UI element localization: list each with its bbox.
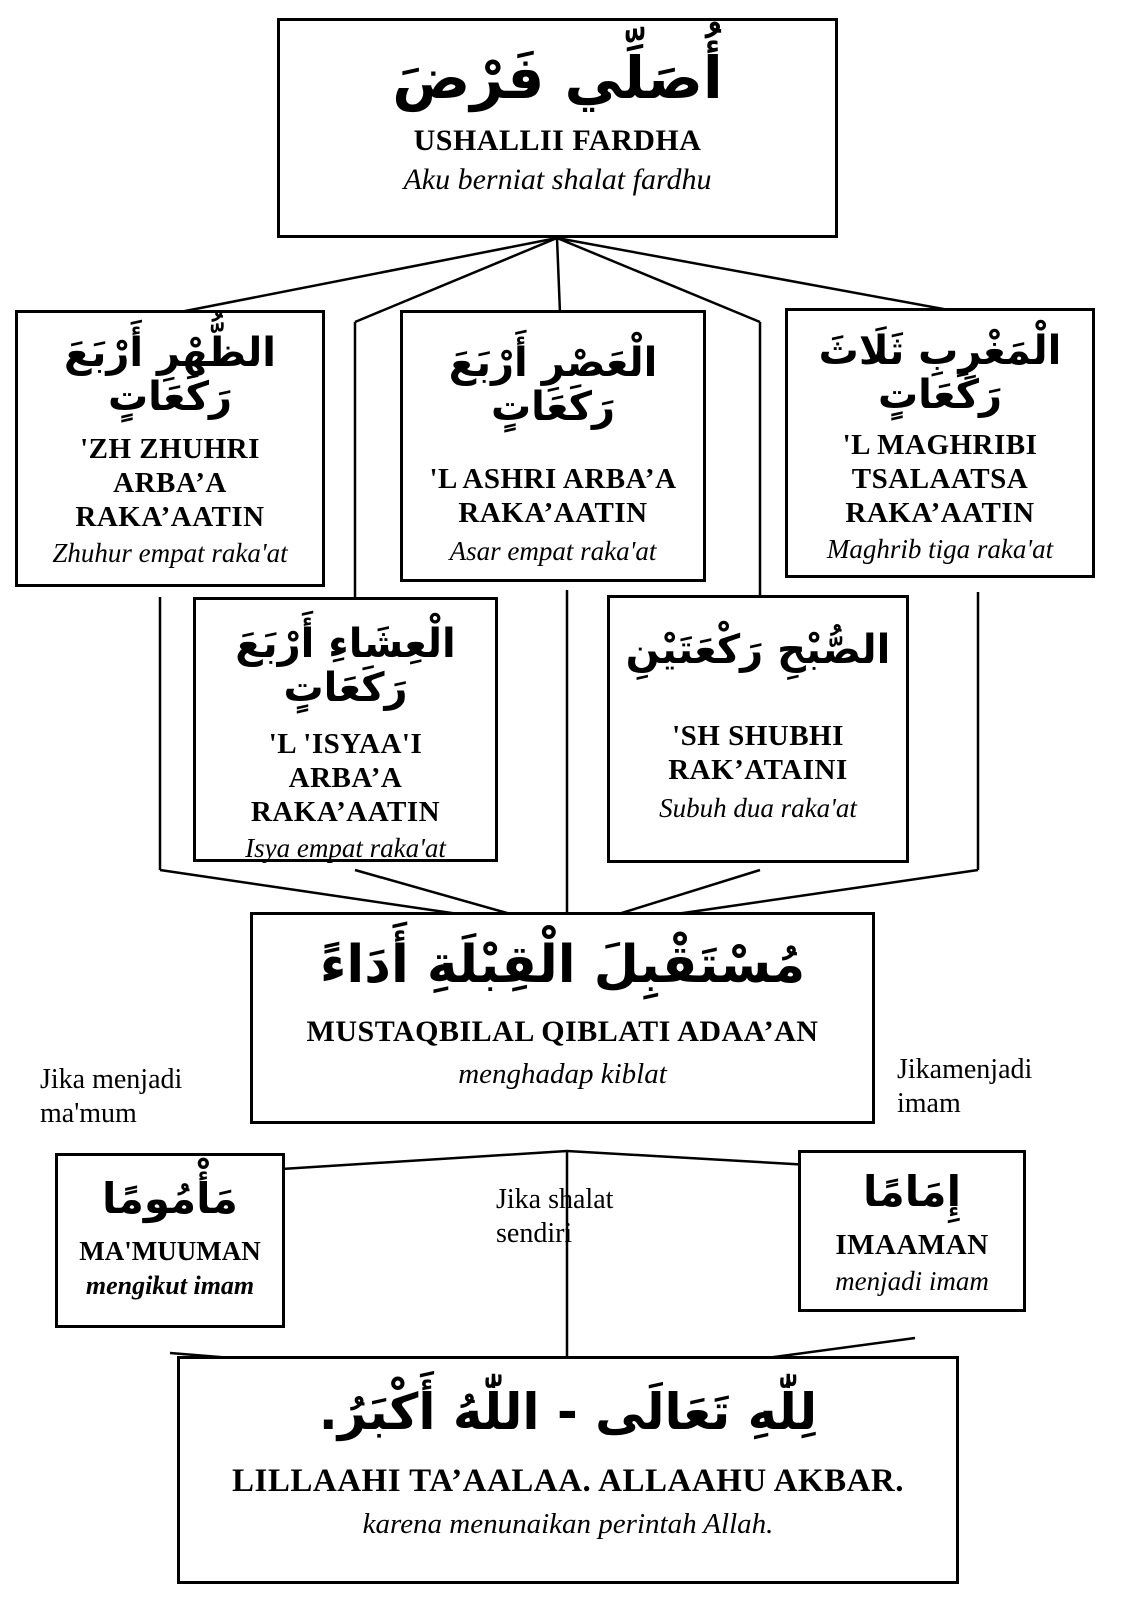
qibla-box	[250, 912, 875, 1124]
root-meaning: Aku berniat shalat fardhu	[403, 162, 712, 196]
isya-box	[193, 597, 498, 862]
makmum-box	[55, 1153, 285, 1328]
ashar-arabic: الْعَصْرِ أَرْبَعَ رَكَعَاتٍ	[448, 340, 658, 430]
subuh-meaning: Subuh dua raka'at	[659, 792, 857, 823]
maghrib-arabic: الْمَغْرِبِ ثَلَاثَ رَكَعَاتٍ	[818, 328, 1062, 418]
isya-transliteration: 'L 'ISYAA'I ARBA’A RAKA’AATIN	[250, 728, 441, 828]
connector-root-maghrib	[557, 238, 965, 313]
maghrib-transliteration: 'L MAGHRIBI TSALAATSA RAKA’AATIN	[842, 429, 1038, 529]
zhuhur-arabic: الظُّهْرِ أَرْبَعَ رَكَعَاتٍ	[64, 330, 276, 420]
root-transliteration: USHALLII FARDHA	[413, 123, 702, 157]
qibla-meaning: menghadap kiblat	[458, 1058, 667, 1091]
imam-arabic: إِمَامًا	[863, 1167, 961, 1216]
qibla-transliteration: MUSTAQBILAL QIBLATI ADAA’AN	[306, 1015, 819, 1049]
imam-meaning: menjadi imam	[835, 1266, 989, 1297]
subuh-transliteration: 'SH SHUBHI RAK’ATAINI	[668, 720, 848, 786]
note-alone: Jika shalat sendiri	[496, 1184, 614, 1249]
ashar-transliteration: 'L ASHRI ARBA’A RAKA’AATIN	[429, 463, 677, 529]
note-imam: Jikamenjadi imam	[897, 1054, 1033, 1119]
subuh-arabic: الصُّبْحِ رَكْعَتَيْنِ	[625, 627, 891, 673]
makmum-arabic: مَأْمُومًا	[102, 1174, 238, 1223]
final-box	[177, 1356, 959, 1584]
connector-root-ashar	[557, 238, 560, 313]
ashar-meaning: Asar empat raka'at	[449, 535, 657, 566]
maghrib-box	[785, 308, 1095, 578]
final-arabic: لِلّٰهِ تَعَالَى - اللّٰهُ أَكْبَرُ.	[318, 1383, 818, 1441]
root-box	[277, 18, 838, 238]
final-meaning: karena menunaikan perintah Allah.	[362, 1507, 774, 1540]
subuh-box	[607, 595, 909, 863]
isya-arabic: الْعِشَاءِ أَرْبَعَ رَكَعَاتٍ	[235, 621, 456, 711]
imam-transliteration: IMAAMAN	[835, 1229, 989, 1262]
isya-meaning: Isya empat raka'at	[245, 832, 446, 863]
connector-root-zhuhur	[175, 238, 557, 313]
zhuhur-meaning: Zhuhur empat raka'at	[52, 537, 288, 568]
makmum-transliteration: MA'MUUMAN	[79, 1236, 261, 1267]
note-makmum: Jika menjadi ma'mum	[40, 1064, 183, 1129]
maghrib-meaning: Maghrib tiga raka'at	[826, 533, 1054, 564]
makmum-meaning: mengikut imam	[85, 1270, 255, 1300]
zhuhur-box	[15, 310, 325, 587]
ashar-box	[400, 310, 706, 582]
zhuhur-transliteration: 'ZH ZHUHRI ARBA’A RAKA’AATIN	[75, 433, 265, 533]
root-arabic: أُصَلِّي فَرْضَ	[392, 44, 723, 112]
final-transliteration: LILLAAHI TA’AALAA. ALLAAHU AKBAR.	[231, 1463, 905, 1499]
imam-box	[798, 1150, 1026, 1312]
qibla-arabic: مُسْتَقْبِلَ الْقِبْلَةِ أَدَاءً	[319, 935, 806, 995]
